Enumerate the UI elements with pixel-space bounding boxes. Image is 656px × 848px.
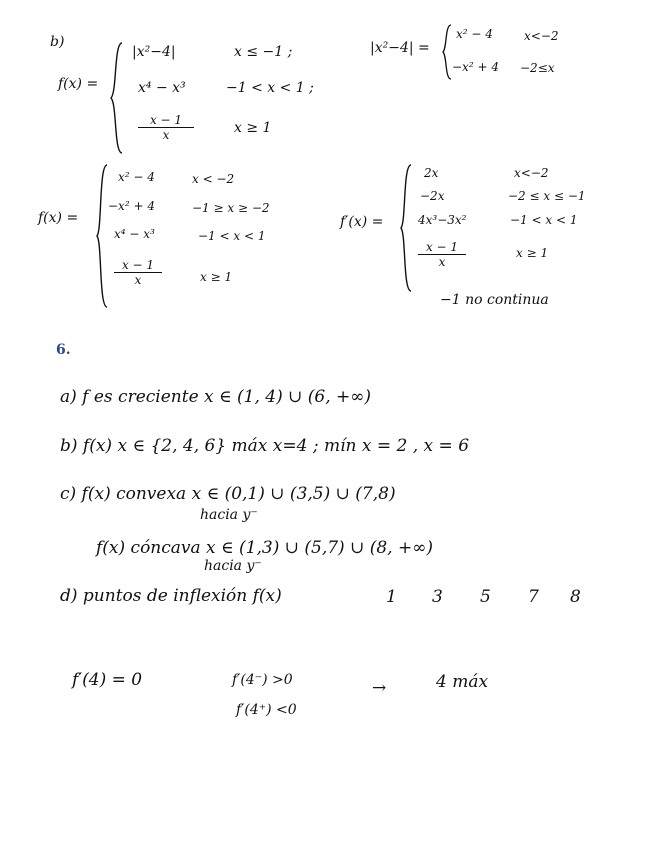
- fprime-case-4-denominator: x: [438, 255, 446, 269]
- case-1-cond: x ≤ −1 ;: [234, 44, 293, 60]
- case-3-numerator: x − 1: [138, 113, 194, 128]
- f-case-4-numerator: x − 1: [114, 258, 162, 273]
- abs-case-1-expr: x² − 4: [456, 27, 493, 41]
- item-c-concave-sub: hacia y⁻: [204, 558, 262, 574]
- item-c-convex: c) f(x) convexa x ∈ (0,1) ∪ (3,5) ∪ (7,8): [60, 484, 396, 504]
- abs-case-2-cond: −2≤x: [520, 61, 555, 75]
- abs-brace-icon: [442, 24, 452, 80]
- case-2-cond: −1 < x < 1 ;: [226, 80, 314, 96]
- maximum-result: 4 máx: [436, 672, 489, 692]
- item-c-convex-sub: hacia y⁻: [200, 507, 258, 523]
- item-a: a) f es creciente x ∈ (1, 4) ∪ (6, +∞): [60, 387, 372, 407]
- item-b: b) f(x) x ∈ {2, 4, 6} máx x=4 ; mín x = 2 , x = 6: [60, 436, 470, 456]
- inflection-point-1: 1: [386, 587, 397, 607]
- f-definition-label: f(x) =: [58, 76, 99, 92]
- inflection-point-3: 5: [480, 587, 491, 607]
- f-case-2-expr: −x² + 4: [108, 199, 155, 213]
- fprime-case-3-expr: 4x³−3x²: [418, 213, 467, 227]
- fprime-case-1-cond: x<−2: [514, 166, 549, 180]
- section-number: 6.: [56, 342, 71, 358]
- f-case-3-cond: −1 < x < 1: [198, 229, 266, 243]
- fprime-case-2-expr: −2x: [420, 189, 445, 203]
- left-limit: f′(4⁻) >0: [232, 672, 293, 688]
- f-case-4-denominator: x: [134, 273, 142, 287]
- fprime-piecewise-label: f′(x) =: [340, 214, 384, 230]
- f-case-4-cond: x ≥ 1: [200, 270, 233, 284]
- case-3-denominator: x: [162, 128, 170, 142]
- f-piecewise-label: f(x) =: [38, 210, 79, 226]
- part-b-label: b): [50, 34, 65, 50]
- case-2-expr: x⁴ − x³: [138, 80, 186, 96]
- inflection-point-5: 8: [570, 587, 581, 607]
- case-3-fraction: [138, 113, 194, 142]
- f-piecewise-brace-icon: [96, 164, 108, 308]
- f-case-1-expr: x² − 4: [118, 170, 155, 184]
- right-limit: f′(4⁺) <0: [236, 702, 297, 718]
- item-d-label: d) puntos de inflexión f(x): [60, 586, 282, 606]
- left-brace-icon: [110, 42, 124, 154]
- case-3-cond: x ≥ 1: [234, 120, 272, 136]
- f-case-2-cond: −1 ≥ x ≥ −2: [192, 201, 270, 215]
- fprime-brace-icon: [400, 164, 412, 292]
- fprime-case-4-numerator: x − 1: [418, 240, 466, 255]
- fprime-case-2-cond: −2 ≤ x ≤ −1: [508, 189, 586, 203]
- abs-case-1-cond: x<−2: [524, 29, 559, 43]
- f-case-3-expr: x⁴ − x³: [114, 227, 155, 241]
- fprime-case-4-cond: x ≥ 1: [516, 246, 549, 260]
- f-case-1-cond: x < −2: [192, 172, 235, 186]
- abs-definition-label: |x²−4| =: [370, 40, 430, 56]
- item-c-concave: f(x) cóncava x ∈ (1,3) ∪ (5,7) ∪ (8, +∞): [96, 538, 434, 558]
- abs-case-2-expr: −x² + 4: [452, 60, 499, 74]
- inflection-point-2: 3: [432, 587, 443, 607]
- implies-arrow-icon: →: [372, 678, 387, 698]
- fprime-case-3-cond: −1 < x < 1: [510, 213, 578, 227]
- f-case-4-fraction: [114, 258, 162, 287]
- continuity-note: −1 no continua: [440, 292, 549, 308]
- inflection-point-4: 7: [528, 587, 539, 607]
- fprime-case-1-expr: 2x: [424, 166, 439, 180]
- fprime-case-4-fraction: [418, 240, 466, 269]
- case-1-expr: |x²−4|: [132, 44, 176, 60]
- derivative-at-4: f′(4) = 0: [72, 670, 143, 690]
